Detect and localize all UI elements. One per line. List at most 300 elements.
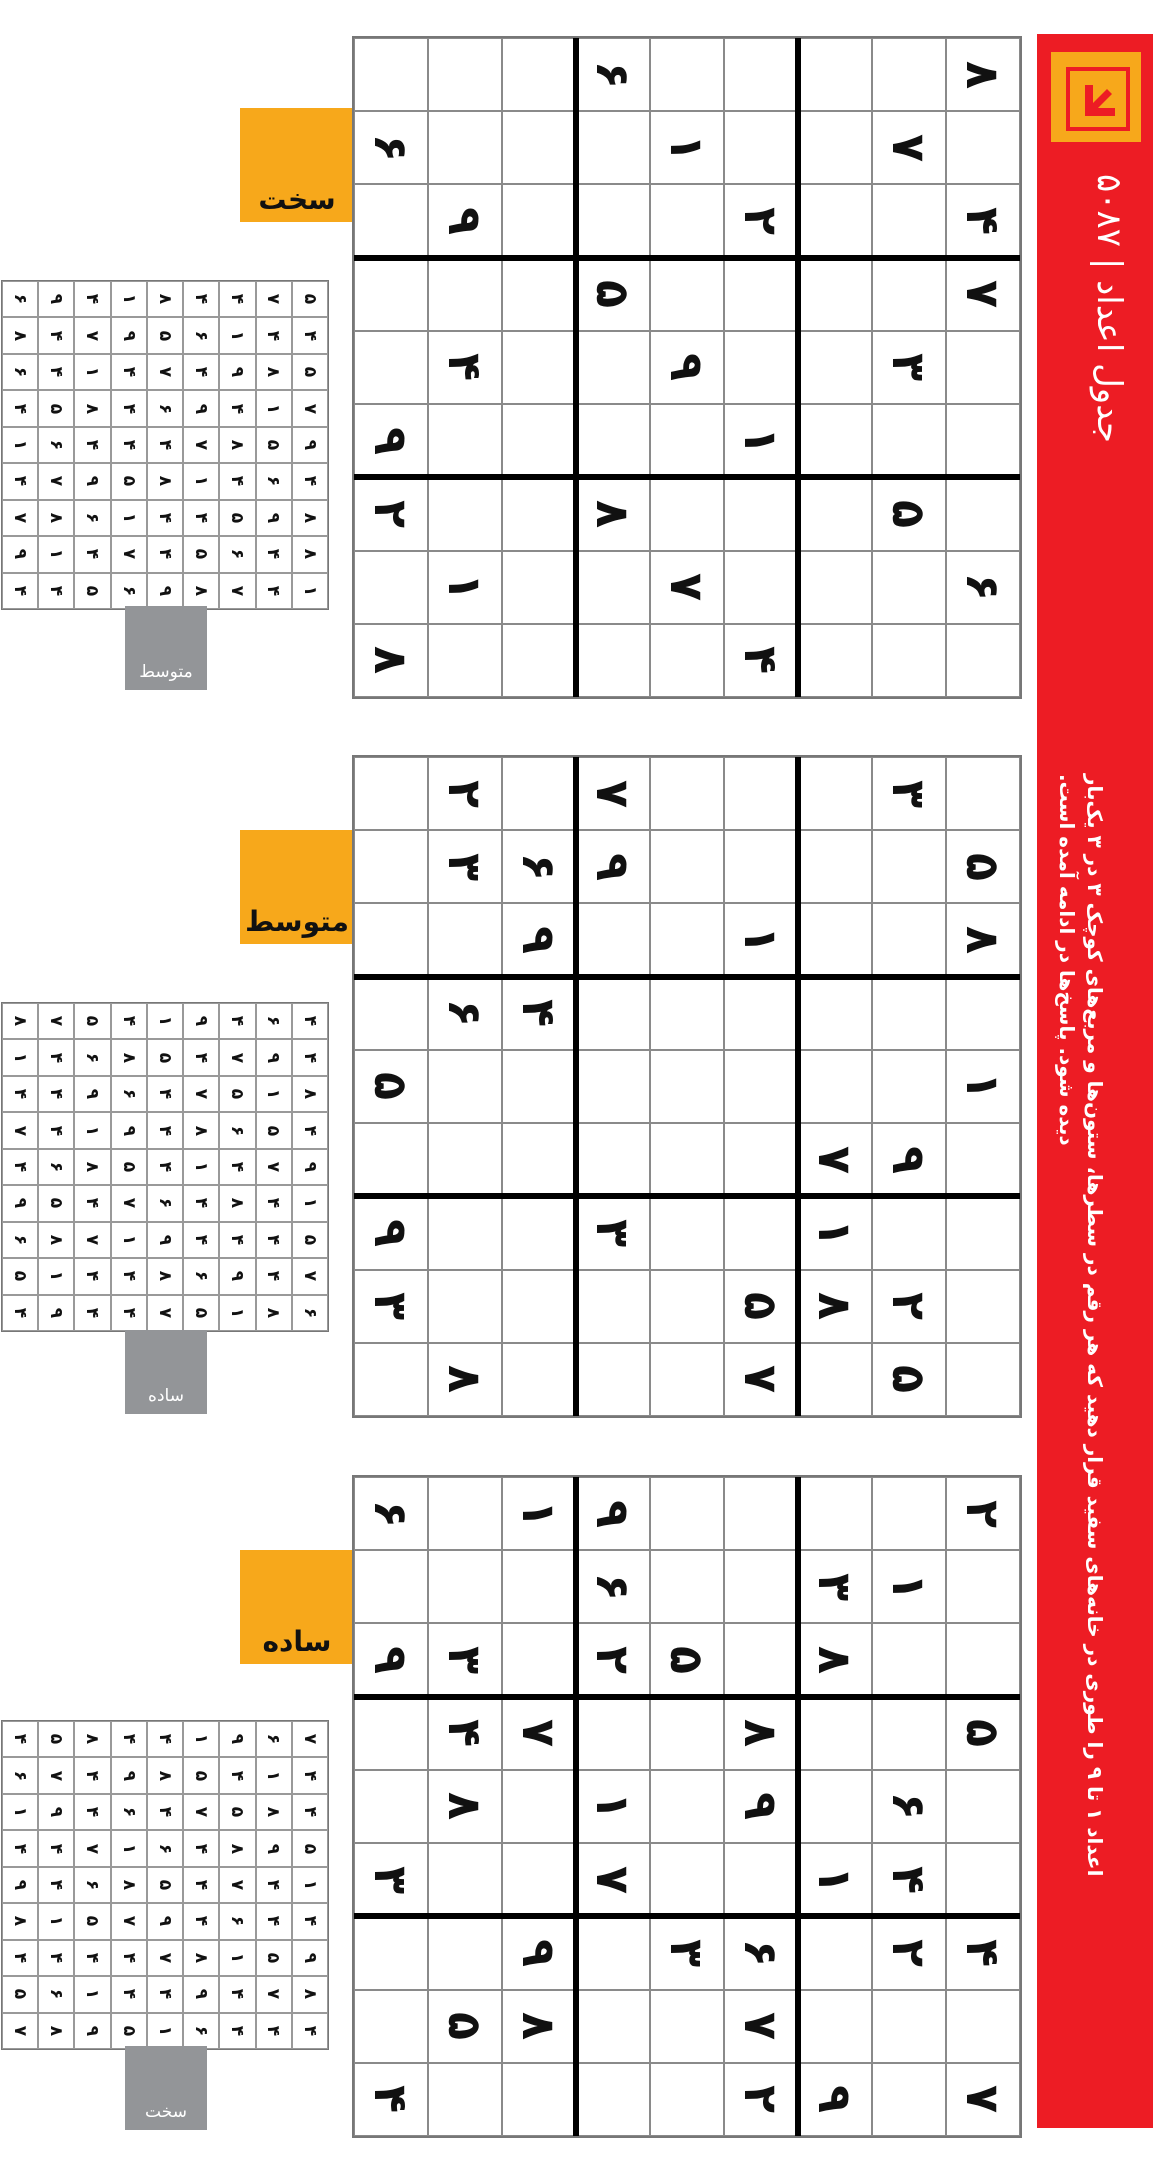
sudoku-cell[interactable] (724, 258, 798, 331)
sudoku-cell[interactable] (502, 1697, 576, 1770)
solution-cell (111, 317, 147, 353)
sudoku-cell[interactable] (354, 1050, 428, 1123)
sudoku-cell[interactable] (946, 1990, 1020, 2063)
sudoku-cell[interactable] (798, 1697, 872, 1770)
sudoku-cell[interactable] (724, 1550, 798, 1623)
cell-digit: ۵ (263, 439, 284, 451)
sudoku-cell[interactable] (872, 1123, 946, 1196)
solution-cell (38, 500, 74, 536)
sudoku-cell[interactable] (576, 903, 650, 976)
cell-digit: ۹ (299, 1952, 320, 1964)
sudoku-cell[interactable] (354, 477, 428, 550)
sudoku-cell[interactable] (872, 477, 946, 550)
sudoku-cell[interactable] (502, 977, 576, 1050)
sudoku-cell[interactable] (576, 551, 650, 624)
sudoku-cell[interactable] (946, 1916, 1020, 1989)
sudoku-cell[interactable] (428, 477, 502, 550)
sudoku-cell[interactable] (946, 111, 1020, 184)
sudoku-cell[interactable] (946, 1123, 1020, 1196)
sudoku-cell[interactable] (650, 1270, 724, 1343)
sudoku-cell[interactable] (428, 1050, 502, 1123)
sudoku-cell[interactable] (576, 331, 650, 404)
sudoku-cell[interactable] (946, 1050, 1020, 1123)
sudoku-cell[interactable] (354, 1623, 428, 1696)
sudoku-cell[interactable] (946, 331, 1020, 404)
sudoku-cell[interactable] (650, 1477, 724, 1550)
sudoku-cell[interactable] (946, 1697, 1020, 1770)
sudoku-cell[interactable] (576, 1916, 650, 1989)
sudoku-cell[interactable] (576, 477, 650, 550)
cell-digit: ۷ (881, 133, 936, 162)
cell-digit: ۱ (227, 1307, 248, 1318)
cell-digit: ۵ (191, 1307, 212, 1318)
sudoku-cell[interactable] (428, 1843, 502, 1916)
sudoku-cell[interactable] (872, 1550, 946, 1623)
solution-cell (256, 1721, 292, 1757)
sudoku-cell[interactable] (428, 2063, 502, 2136)
sudoku-cell[interactable] (798, 1770, 872, 1843)
cell-digit: ۱ (585, 1792, 640, 1821)
solution-cell (111, 1794, 147, 1830)
sudoku-cell[interactable] (946, 1623, 1020, 1696)
sudoku-cell[interactable] (946, 977, 1020, 1050)
sudoku-cell[interactable] (650, 1123, 724, 1196)
solution-cell (38, 281, 74, 317)
sudoku-cell[interactable] (502, 1843, 576, 1916)
sudoku-cell[interactable] (798, 757, 872, 830)
sudoku-cell[interactable] (724, 1477, 798, 1550)
sudoku-cell[interactable] (502, 903, 576, 976)
sudoku-cell[interactable] (946, 830, 1020, 903)
sudoku-cell[interactable] (502, 1123, 576, 1196)
cell-digit: ۴ (154, 512, 175, 524)
sudoku-cell[interactable] (576, 184, 650, 257)
sudoku-cell[interactable] (872, 977, 946, 1050)
sudoku-cell[interactable] (724, 1196, 798, 1269)
sudoku-cell[interactable] (872, 1697, 946, 1770)
solution-cell (111, 1757, 147, 1793)
sudoku-cell[interactable] (428, 258, 502, 331)
solution-cell (74, 1867, 110, 1903)
sudoku-cell[interactable] (576, 1697, 650, 1770)
sudoku-cell[interactable] (428, 111, 502, 184)
sudoku-cell[interactable] (724, 1270, 798, 1343)
sudoku-cell[interactable] (724, 1050, 798, 1123)
cell-digit: ۱ (659, 133, 714, 162)
sudoku-cell[interactable] (354, 111, 428, 184)
sudoku-cell[interactable] (650, 624, 724, 697)
cell-digit: ۷ (227, 1052, 248, 1063)
cell-digit: ۶ (363, 1499, 418, 1528)
sudoku-cell[interactable] (428, 1270, 502, 1343)
sudoku-cell[interactable] (650, 404, 724, 477)
sudoku-cell[interactable] (576, 1050, 650, 1123)
sudoku-cell[interactable] (354, 830, 428, 903)
cell-digit: ۴ (227, 294, 248, 305)
sudoku-cell[interactable] (650, 1343, 724, 1416)
sudoku-cell[interactable] (872, 1050, 946, 1123)
cell-digit: ۴ (154, 439, 175, 451)
cell-digit: ۱ (118, 1843, 139, 1854)
sudoku-cell[interactable] (724, 624, 798, 697)
sudoku-cell[interactable] (650, 551, 724, 624)
sudoku-cell[interactable] (354, 977, 428, 1050)
sudoku-cell[interactable] (946, 1196, 1020, 1269)
sudoku-cell[interactable] (354, 1843, 428, 1916)
sudoku-cell[interactable] (650, 111, 724, 184)
sudoku-cell[interactable] (724, 2063, 798, 2136)
solution-cell (74, 354, 110, 390)
cell-digit: ۱ (154, 2025, 175, 2036)
sudoku-cell[interactable] (650, 2063, 724, 2136)
sudoku-cell[interactable] (502, 38, 576, 111)
cell-digit: ۵ (955, 852, 1010, 881)
cell-digit: ۴ (263, 1271, 284, 1282)
sudoku-cell[interactable] (650, 830, 724, 903)
sudoku-cell[interactable] (502, 551, 576, 624)
cell-digit: ۱ (807, 1865, 862, 1894)
cell-digit: ۴ (154, 1088, 175, 1100)
cell-digit: ۶ (118, 1806, 139, 1818)
sudoku-cell[interactable] (724, 1343, 798, 1416)
sudoku-cell[interactable] (428, 551, 502, 624)
cell-digit: ۹ (263, 1052, 284, 1063)
solution-cell (111, 463, 147, 499)
sudoku-cell[interactable] (650, 1990, 724, 2063)
sudoku-cell[interactable] (354, 1770, 428, 1843)
cell-digit: ۴ (263, 330, 284, 341)
sudoku-cell[interactable] (798, 404, 872, 477)
solution-cell (2, 1076, 38, 1112)
sudoku-cell[interactable] (502, 1770, 576, 1843)
sudoku-cell[interactable] (724, 111, 798, 184)
sudoku-cell[interactable] (872, 757, 946, 830)
sudoku-cell[interactable] (502, 1990, 576, 2063)
sudoku-cell[interactable] (798, 331, 872, 404)
sudoku-cell[interactable] (724, 1623, 798, 1696)
sudoku-cell[interactable] (354, 404, 428, 477)
sudoku-cell[interactable] (872, 111, 946, 184)
solution-cell (147, 1976, 183, 2012)
sudoku-cell[interactable] (428, 903, 502, 976)
solution-cell (111, 500, 147, 536)
solution-cell (256, 536, 292, 572)
solution-cell (74, 1185, 110, 1221)
sudoku-cell[interactable] (724, 1770, 798, 1843)
sudoku-cell[interactable] (354, 1196, 428, 1269)
sudoku-cell[interactable] (798, 184, 872, 257)
cell-digit: ۵ (299, 294, 320, 305)
sudoku-cell[interactable] (798, 477, 872, 550)
sudoku-cell[interactable] (946, 1477, 1020, 1550)
cell-digit: ۷ (511, 1719, 566, 1748)
sudoku-cell[interactable] (428, 757, 502, 830)
sudoku-cell[interactable] (872, 258, 946, 331)
sudoku-cell[interactable] (946, 1843, 1020, 1916)
solution-cell (2, 573, 38, 609)
sudoku-cell[interactable] (502, 1343, 576, 1416)
sudoku-cell[interactable] (872, 38, 946, 111)
sudoku-cell[interactable] (576, 404, 650, 477)
sudoku-cell[interactable] (946, 624, 1020, 697)
sudoku-cell[interactable] (576, 1477, 650, 1550)
sudoku-cell[interactable] (872, 1196, 946, 1269)
sudoku-cell[interactable] (428, 1623, 502, 1696)
sudoku-cell[interactable] (946, 258, 1020, 331)
sudoku-cell[interactable] (650, 184, 724, 257)
sudoku-cell[interactable] (798, 1990, 872, 2063)
sudoku-cell[interactable] (428, 1477, 502, 1550)
sudoku-cell[interactable] (724, 331, 798, 404)
sudoku-cell[interactable] (798, 111, 872, 184)
sudoku-cell[interactable] (354, 1916, 428, 1989)
sudoku-cell[interactable] (502, 1050, 576, 1123)
sudoku-cell[interactable] (354, 1477, 428, 1550)
sudoku-cell[interactable] (724, 977, 798, 1050)
sudoku-cell[interactable] (724, 757, 798, 830)
sudoku-cell[interactable] (576, 111, 650, 184)
cell-digit: ۵ (118, 2025, 139, 2036)
sudoku-cell[interactable] (724, 184, 798, 257)
sudoku-cell[interactable] (502, 111, 576, 184)
sudoku-cell[interactable] (576, 38, 650, 111)
sudoku-cell[interactable] (502, 1270, 576, 1343)
sudoku-cell[interactable] (798, 830, 872, 903)
sudoku-cell[interactable] (354, 903, 428, 976)
cell-digit: ۶ (227, 1125, 248, 1136)
sudoku-cell[interactable] (502, 1477, 576, 1550)
sudoku-cell[interactable] (428, 404, 502, 477)
solution-cell (183, 1903, 219, 1939)
solution-cell (256, 1830, 292, 1866)
solution-cell (74, 281, 110, 317)
sudoku-cell[interactable] (872, 1990, 946, 2063)
cell-digit: ۱ (118, 294, 139, 305)
sudoku-cell[interactable] (502, 477, 576, 550)
sudoku-cell[interactable] (502, 258, 576, 331)
sudoku-cell[interactable] (502, 1623, 576, 1696)
sudoku-cell[interactable] (872, 184, 946, 257)
sudoku-cell[interactable] (872, 331, 946, 404)
sudoku-cell[interactable] (354, 1697, 428, 1770)
sudoku-cell[interactable] (354, 1123, 428, 1196)
sudoku-cell[interactable] (724, 1916, 798, 1989)
sudoku-cell[interactable] (428, 1916, 502, 1989)
sudoku-cell[interactable] (872, 624, 946, 697)
sudoku-cell[interactable] (798, 1916, 872, 1989)
sudoku-cell[interactable] (872, 1623, 946, 1696)
sudoku-cell[interactable] (576, 1196, 650, 1269)
sudoku-cell[interactable] (428, 1550, 502, 1623)
sudoku-cell[interactable] (650, 331, 724, 404)
sudoku-cell[interactable] (724, 477, 798, 550)
sudoku-cell[interactable] (946, 404, 1020, 477)
sudoku-cell[interactable] (872, 1843, 946, 1916)
sudoku-cell[interactable] (428, 1697, 502, 1770)
sudoku-cell[interactable] (946, 903, 1020, 976)
sudoku-cell[interactable] (798, 258, 872, 331)
sudoku-cell[interactable] (798, 38, 872, 111)
sudoku-cell[interactable] (502, 331, 576, 404)
sudoku-cell[interactable] (798, 1843, 872, 1916)
sudoku-cell[interactable] (576, 624, 650, 697)
sudoku-cell[interactable] (724, 404, 798, 477)
sudoku-cell[interactable] (576, 977, 650, 1050)
sudoku-cell[interactable] (872, 830, 946, 903)
sudoku-cell[interactable] (576, 1343, 650, 1416)
solution-cell (74, 1721, 110, 1757)
sudoku-cell[interactable] (946, 551, 1020, 624)
sudoku-cell[interactable] (946, 757, 1020, 830)
sudoku-cell[interactable] (576, 1270, 650, 1343)
sudoku-cell[interactable] (946, 477, 1020, 550)
sudoku-cell[interactable] (502, 624, 576, 697)
sudoku-cell[interactable] (502, 757, 576, 830)
solution-cell (147, 427, 183, 463)
sudoku-cell[interactable] (798, 1477, 872, 1550)
sudoku-cell[interactable] (428, 830, 502, 903)
cell-digit: ۴ (118, 1734, 139, 1745)
sudoku-cell[interactable] (650, 1843, 724, 1916)
sudoku-cell[interactable] (576, 1123, 650, 1196)
cell-digit: ۶ (227, 549, 248, 560)
sudoku-cell[interactable] (798, 903, 872, 976)
sudoku-cell[interactable] (354, 1990, 428, 2063)
cell-digit: ۸ (263, 1806, 284, 1818)
sudoku-cell[interactable] (872, 1270, 946, 1343)
sudoku-cell[interactable] (798, 1050, 872, 1123)
sudoku-cell[interactable] (650, 903, 724, 976)
sudoku-cell[interactable] (502, 1196, 576, 1269)
sudoku-cell[interactable] (650, 1196, 724, 1269)
sudoku-cell[interactable] (724, 38, 798, 111)
sudoku-cell[interactable] (428, 1770, 502, 1843)
sudoku-cell[interactable] (872, 404, 946, 477)
cell-digit: ۹ (511, 926, 566, 955)
sudoku-cell[interactable] (650, 1770, 724, 1843)
sudoku-cell[interactable] (872, 1343, 946, 1416)
sudoku-cell[interactable] (798, 551, 872, 624)
sudoku-cell[interactable] (502, 830, 576, 903)
sudoku-cell[interactable] (576, 1550, 650, 1623)
sudoku-cell[interactable] (576, 1990, 650, 2063)
sudoku-cell[interactable] (428, 1990, 502, 2063)
sudoku-cell[interactable] (502, 1550, 576, 1623)
sudoku-cell[interactable] (872, 551, 946, 624)
sudoku-cell[interactable] (872, 1477, 946, 1550)
sudoku-cell[interactable] (650, 1050, 724, 1123)
solution-cell (147, 463, 183, 499)
sudoku-cell[interactable] (428, 331, 502, 404)
sudoku-cell[interactable] (354, 551, 428, 624)
sudoku-cell[interactable] (946, 2063, 1020, 2136)
sudoku-cell[interactable] (798, 1623, 872, 1696)
sudoku-cell[interactable] (354, 1343, 428, 1416)
sudoku-cell[interactable] (798, 1343, 872, 1416)
sudoku-cell[interactable] (650, 1697, 724, 1770)
sudoku-cell[interactable] (428, 1343, 502, 1416)
sudoku-cell[interactable] (354, 1550, 428, 1623)
sudoku-cell[interactable] (946, 1270, 1020, 1343)
sudoku-cell[interactable] (576, 1843, 650, 1916)
sudoku-cell[interactable] (798, 1196, 872, 1269)
sudoku-cell[interactable] (798, 2063, 872, 2136)
sudoku-cell[interactable] (428, 1196, 502, 1269)
sudoku-cell[interactable] (798, 977, 872, 1050)
sudoku-cell[interactable] (354, 757, 428, 830)
sudoku-cell[interactable] (724, 551, 798, 624)
sudoku-cell[interactable] (354, 331, 428, 404)
sudoku-cell[interactable] (354, 184, 428, 257)
sudoku-cell[interactable] (650, 477, 724, 550)
sudoku-cell[interactable] (354, 2063, 428, 2136)
sudoku-cell[interactable] (576, 830, 650, 903)
sudoku-cell[interactable] (576, 1770, 650, 1843)
sudoku-cell[interactable] (724, 903, 798, 976)
sudoku-cell[interactable] (872, 1770, 946, 1843)
sudoku-cell[interactable] (724, 1697, 798, 1770)
sudoku-cell[interactable] (428, 624, 502, 697)
sudoku-cell[interactable] (872, 2063, 946, 2136)
solution-cell (183, 1295, 219, 1331)
sudoku-cell[interactable] (946, 184, 1020, 257)
sudoku-cell[interactable] (354, 258, 428, 331)
sudoku-cell[interactable] (576, 258, 650, 331)
sudoku-cell[interactable] (724, 1123, 798, 1196)
sudoku-cell[interactable] (946, 1550, 1020, 1623)
sudoku-cell[interactable] (428, 977, 502, 1050)
solution-cell (292, 354, 328, 390)
sudoku-cell[interactable] (650, 1916, 724, 1989)
sudoku-cell[interactable] (798, 1270, 872, 1343)
sudoku-cell[interactable] (798, 1123, 872, 1196)
sudoku-cell[interactable] (798, 1550, 872, 1623)
sudoku-cell[interactable] (354, 38, 428, 111)
sudoku-cell[interactable] (502, 2063, 576, 2136)
sudoku-cell[interactable] (650, 1550, 724, 1623)
sudoku-cell[interactable] (576, 2063, 650, 2136)
sudoku-cell[interactable] (872, 903, 946, 976)
sudoku-cell[interactable] (650, 38, 724, 111)
sudoku-cell[interactable] (724, 830, 798, 903)
sudoku-cell[interactable] (946, 1770, 1020, 1843)
sudoku-cell[interactable] (428, 1123, 502, 1196)
solution-cell (256, 1794, 292, 1830)
sudoku-cell[interactable] (724, 1843, 798, 1916)
sudoku-cell[interactable] (576, 757, 650, 830)
sudoku-cell[interactable] (354, 624, 428, 697)
sudoku-cell[interactable] (428, 184, 502, 257)
sudoku-cell[interactable] (650, 977, 724, 1050)
sudoku-cell[interactable] (946, 1343, 1020, 1416)
sudoku-cell[interactable] (428, 38, 502, 111)
sudoku-cell[interactable] (502, 404, 576, 477)
sudoku-cell[interactable] (502, 184, 576, 257)
sudoku-cell[interactable] (650, 258, 724, 331)
sudoku-cell[interactable] (724, 1990, 798, 2063)
solution-cell (292, 1976, 328, 2012)
cell-digit: ۴ (46, 1843, 67, 1854)
sudoku-cell[interactable] (872, 1916, 946, 1989)
sudoku-cell[interactable] (576, 1623, 650, 1696)
sudoku-cell[interactable] (798, 624, 872, 697)
sudoku-cell[interactable] (502, 1916, 576, 1989)
sudoku-cell[interactable] (946, 38, 1020, 111)
sudoku-cell[interactable] (650, 757, 724, 830)
sudoku-cell[interactable] (354, 1270, 428, 1343)
solution-cell (2, 536, 38, 572)
sudoku-cell[interactable] (650, 1623, 724, 1696)
